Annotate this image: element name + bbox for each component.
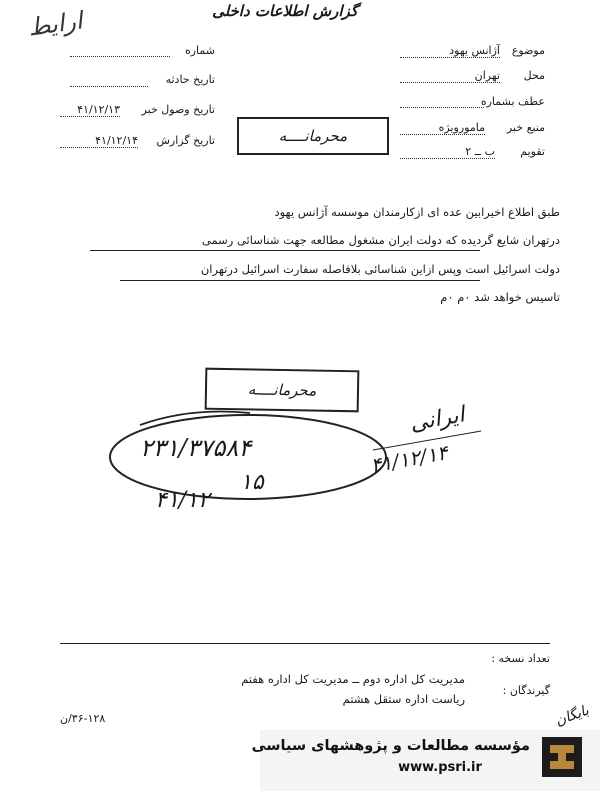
body-line-2: درتهران شایع گردیده که دولت ایران مشغول مطالعه جهت شناسائی رسمی bbox=[201, 233, 560, 247]
body-line-4: تاسیس خواهد شد ۰م ۰م bbox=[440, 290, 560, 304]
recipients-line-1: مدیریت کل اداره دوم ــ مدیریت کل اداره هفتم bbox=[241, 672, 465, 686]
watermark-url: www.psri.ir bbox=[398, 760, 482, 775]
circled-reference-number: ۲۳۱/۳۷۵۸۴ bbox=[140, 434, 252, 462]
recipients-label: گیرندگان : bbox=[502, 684, 550, 697]
subject-label: موضوع bbox=[511, 44, 545, 57]
signature: ایرانی bbox=[408, 402, 467, 437]
place-label: محل bbox=[523, 69, 545, 82]
subject-value: آژانس یهود bbox=[400, 44, 500, 58]
rating-label: تقویم bbox=[520, 145, 545, 158]
corner-handwritten-note: ارایط bbox=[26, 6, 85, 42]
confidential-stamp-middle: محرمانــــه bbox=[205, 368, 360, 413]
footer-divider bbox=[60, 643, 550, 644]
incident-date-label: تاریخ حادثه bbox=[165, 73, 215, 86]
report-date-label: تاریخ گزارش bbox=[156, 134, 215, 147]
signature-date: ۴۱/۱۲/۱۴ bbox=[368, 440, 450, 478]
confidential-stamp-top: محرمانــــه bbox=[237, 117, 389, 155]
place-value: تهران bbox=[400, 69, 500, 83]
number-label: شماره bbox=[184, 44, 215, 57]
watermark-org-name: مؤسسه مطالعات و پژوهشهای سیاسی bbox=[251, 738, 530, 754]
report-date-value: ۴۱/۱۲/۱۴ bbox=[60, 134, 138, 148]
body-line-3: دولت اسرائیل است وپس ازاین شناسائی بلافاصله سفارت اسرائیل درتهران bbox=[200, 262, 560, 276]
source-label: منبع خبر bbox=[506, 121, 545, 134]
recipients-line-2: ریاست اداره ستقل هشتم bbox=[342, 692, 465, 706]
number-line bbox=[70, 56, 170, 57]
receipt-date-label: تاریخ وصول خبر bbox=[141, 103, 215, 116]
source-value: مامورویژه bbox=[400, 121, 485, 135]
receipt-date-value: ۴۱/۱۲/۱۳ bbox=[60, 103, 120, 117]
institute-logo-icon bbox=[542, 737, 582, 777]
copies-label: تعداد نسخه : bbox=[491, 652, 550, 665]
handwritten-date-day: ۱۵ bbox=[240, 470, 264, 495]
underline-1 bbox=[90, 250, 480, 251]
incident-date-line bbox=[70, 86, 148, 87]
reference-label: عطف بشماره bbox=[480, 95, 545, 108]
handwritten-date: ۴۱/۱۲ bbox=[155, 488, 210, 513]
rating-value: ب ــ ۲ bbox=[400, 145, 495, 159]
body-line-1: طبق اطلاع اخیرابین عده ای ازکارمندان موسسه آژانس یهود bbox=[274, 205, 560, 219]
document-code: ۳۶-۱۲۸/ن bbox=[60, 712, 106, 725]
document-title: گزارش اطلاعات داخلی bbox=[212, 2, 358, 20]
underline-2 bbox=[120, 280, 480, 281]
archive-note: بایگان bbox=[553, 702, 592, 730]
reference-line bbox=[400, 107, 484, 108]
